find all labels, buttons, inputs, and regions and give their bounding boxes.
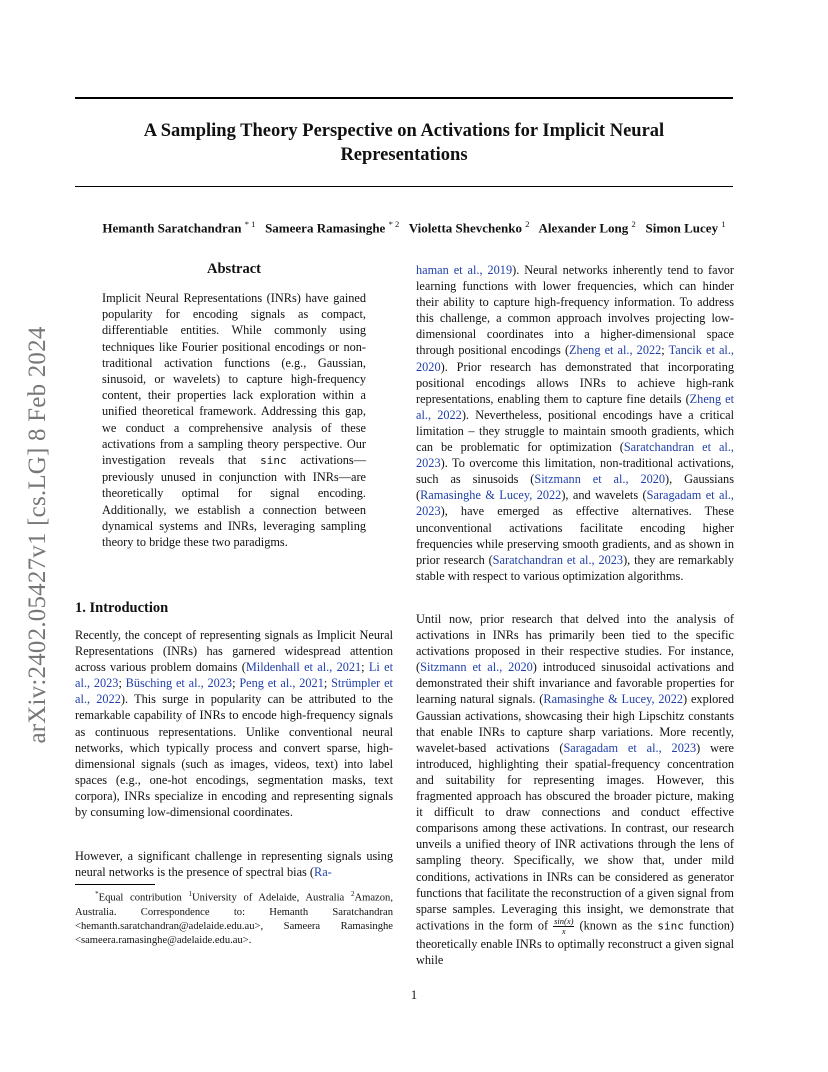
- citation-link[interactable]: Strümpler et al., 2022: [75, 676, 393, 707]
- paragraph-text: ), they are remarkably stable with respect to various optimization algorithms.: [416, 552, 734, 583]
- footnote-text: Amazon, Australia. Correspondence to: Hemanth Saratchandran <hemanth.saratchandran@adelaide.edu.au>, Sameera Ramasinghe <sameera.ramasinghe@adelaide.edu.au>.: [75, 892, 393, 947]
- citation-link[interactable]: Peng et al., 2021: [239, 676, 324, 691]
- citation-link[interactable]: Saragadam et al., 2023: [416, 488, 735, 519]
- paragraph-text: ), and wavelets (: [561, 488, 647, 503]
- citation-link[interactable]: Ramasinghe & Lucey, 2022: [543, 692, 683, 707]
- citation-link[interactable]: Zheng et al., 2022: [416, 391, 734, 422]
- paragraph-text: ;: [232, 676, 240, 691]
- abstract-heading: Abstract: [207, 261, 261, 277]
- fraction-numerator: sin(x): [554, 915, 574, 926]
- abstract-text: Implicit Neural Representations (INRs) have gained popularity for encoding signals as compact, differentiable entities. While commonly using techniques like Fourier positional encodings or non-traditional activation functions (e.g., Gaussian, sinusoid, or wavelets) to capture high-frequency content, their properties lack exploration within a unified theoretical framework. Addressing this gap, we conduct a comprehensive analysis of these activations from a sampling theory perspective. Our investigation reveals that: [102, 291, 366, 468]
- citation-link[interactable]: Ra-: [314, 865, 332, 880]
- citation-link[interactable]: Ramasinghe & Lucey, 2022: [420, 488, 562, 503]
- title-line-1: A Sampling Theory Perspective on Activations for Implicit Neural: [143, 121, 665, 141]
- paragraph-text: ;: [661, 343, 669, 358]
- author-affiliation-mark: 1: [721, 219, 726, 229]
- paragraph-text: function) theoretically enable INRs to optimally reconstruct a given signal while: [416, 918, 734, 967]
- author-list: [60, 215, 768, 237]
- page-number: 1: [410, 988, 418, 1002]
- footnote-mark: 1: [188, 890, 193, 898]
- author-name: Simon Lucey: [645, 220, 719, 236]
- citation-link[interactable]: Sitzmann et al., 2020: [420, 660, 533, 675]
- paragraph-text: However, a significant challenge in representing signals using neural networks is the presence of spectral bias (: [75, 849, 393, 880]
- paragraph-text: Until now, prior research that delved into the analysis of activations in INRs has primarily been tied to the specific activations proposed in their respective studies. For instance, (: [416, 612, 734, 675]
- footnote: [75, 887, 393, 948]
- citation-link[interactable]: Tancik et al., 2020: [416, 343, 734, 374]
- intro-paragraph-2: [75, 848, 393, 880]
- abstract-body: [102, 290, 366, 550]
- author-name: Sameera Ramasinghe: [265, 220, 386, 236]
- title-line-2: Representations: [340, 145, 468, 165]
- author-name: Alexander Long: [538, 220, 629, 236]
- paragraph-text: ). Nevertheless, positional encodings have a critical limitation – they struggle to maintain smooth gradients, which can be problematic for optimization (: [416, 407, 734, 455]
- footnote-rule: [75, 884, 155, 885]
- citation-link[interactable]: Li et al., 2023: [75, 660, 393, 691]
- author-affiliation-mark: * 1: [244, 219, 256, 229]
- sinc-term: sinc: [260, 454, 287, 468]
- citation-link[interactable]: Büsching et al., 2023: [125, 676, 233, 691]
- title-top-rule: [75, 97, 733, 99]
- right-paragraph-2: [416, 611, 734, 968]
- citation-link[interactable]: Mildenhall et al., 2021: [245, 660, 362, 675]
- citation-link[interactable]: Saratchandran et al., 2023: [492, 552, 624, 567]
- paragraph-text: ). To overcome this limitation, non-traditional activations, such as sinusoids (: [416, 456, 734, 487]
- section-heading-introduction: 1. Introduction: [75, 600, 169, 616]
- author-name: Hemanth Saratchandran: [102, 220, 242, 236]
- sinc-term: sinc: [657, 919, 684, 933]
- footnote-mark: *: [95, 890, 99, 898]
- citation-link[interactable]: Sitzmann et al., 2020: [534, 472, 666, 487]
- paragraph-text: ). Prior research has demonstrated that incorporating positional encodings allows INRs to achieve high-rank representations, enabling them to capture fine details (: [416, 359, 734, 406]
- paragraph-text: ) explored Gaussian activations, showcasing their high Lipschitz constants that enable INRs to capture sharp variations. More recently, wavelet-based activations (: [416, 692, 734, 755]
- citation-link[interactable]: Saratchandran et al., 2023: [416, 440, 734, 471]
- paragraph-text: ;: [118, 676, 126, 691]
- paragraph-text: ) were introduced, highlighting their spatial-frequency concentration and suitability for representing images. However, this fragmented approach has obscured the broader picture, making it difficult to draw connections and conduct effective comparisons among these activations. In contrast, our research unveils a unified theory of INR activations through the lens of sampling theory. Specifically, we show that, under mild conditions, activations in INRs can be considered as generator functions that facilitate the reconstruction of a given signal from sparse samples. Leveraging this insight, we demonstrate that activations in the form of: [416, 740, 735, 933]
- author-affiliation-mark: 2: [631, 219, 636, 229]
- paragraph-text: ;: [361, 660, 369, 675]
- paragraph-text: ), Gaussians (: [416, 472, 734, 503]
- citation-link[interactable]: Saragadam et al., 2023: [563, 740, 697, 755]
- paragraph-text: ). Neural networks inherently tend to favor learning functions with lower frequencies, which can hinder their ability to capture high-frequency information. To address this challenge, a common approach involves projecting low-dimensional coordinates into a higher-dimensional space through positional encodings (: [416, 263, 735, 358]
- intro-paragraph-1: [75, 627, 393, 820]
- paragraph-text: (known as the: [574, 918, 658, 933]
- right-paragraph-1: [416, 262, 734, 584]
- footnote-mark: 2: [350, 890, 355, 898]
- paragraph-text: ). This surge in popularity can be attributed to the remarkable capability of INRs to encode high-frequency signals as continuous representations. Unlike conventional neural networks, which typically process and convert sparse, high-dimensional signals (such as images, videos, text) into label spaces (e.g., one-hot encodings, segmentation masks, text corpora), INRs specialize in encoding and representing signals by consuming low-dimensional coordinates.: [75, 692, 393, 820]
- paper-title: [75, 119, 733, 167]
- author-name: Violetta Shevchenko: [408, 220, 522, 236]
- sinc-fraction: [553, 917, 574, 936]
- footnote-text: Equal contribution: [98, 892, 189, 904]
- paragraph-text: ) introduced sinusoidal activations and demonstrated their shift invariance and favorable properties for learning natural signals. (: [416, 660, 734, 707]
- abstract-text: activations—previously unused in conjunction with INRs—are theoretically optimal for signal encoding. Additionally, we establish a connection between dynamical systems and INRs, leveraging sampling theory to bridge these two paradigms.: [102, 453, 366, 550]
- author-affiliation-mark: * 2: [388, 219, 400, 229]
- author-affiliation-mark: 2: [525, 219, 530, 229]
- paragraph-text: ), have emerged as effective alternatives. These unconventional activations facilitate encoding higher frequencies while preserving smooth gradients, and as shown in prior research (: [416, 504, 734, 567]
- paragraph-text: ;: [323, 676, 332, 691]
- title-bottom-rule: [75, 186, 733, 187]
- footnote-text: University of Adelaide, Australia: [192, 892, 351, 904]
- arxiv-identifier: arXiv:2402.05427v1 [cs.LG] 8 Feb 2024: [24, 326, 51, 744]
- citation-link[interactable]: haman et al., 2019: [416, 263, 513, 277]
- citation-link[interactable]: Zheng et al., 2022: [569, 343, 662, 358]
- fraction-denominator: x: [561, 925, 566, 936]
- paragraph-text: Recently, the concept of representing signals as Implicit Neural Representations (INRs) has garnered widespread attention across various problem domains (: [75, 628, 393, 675]
